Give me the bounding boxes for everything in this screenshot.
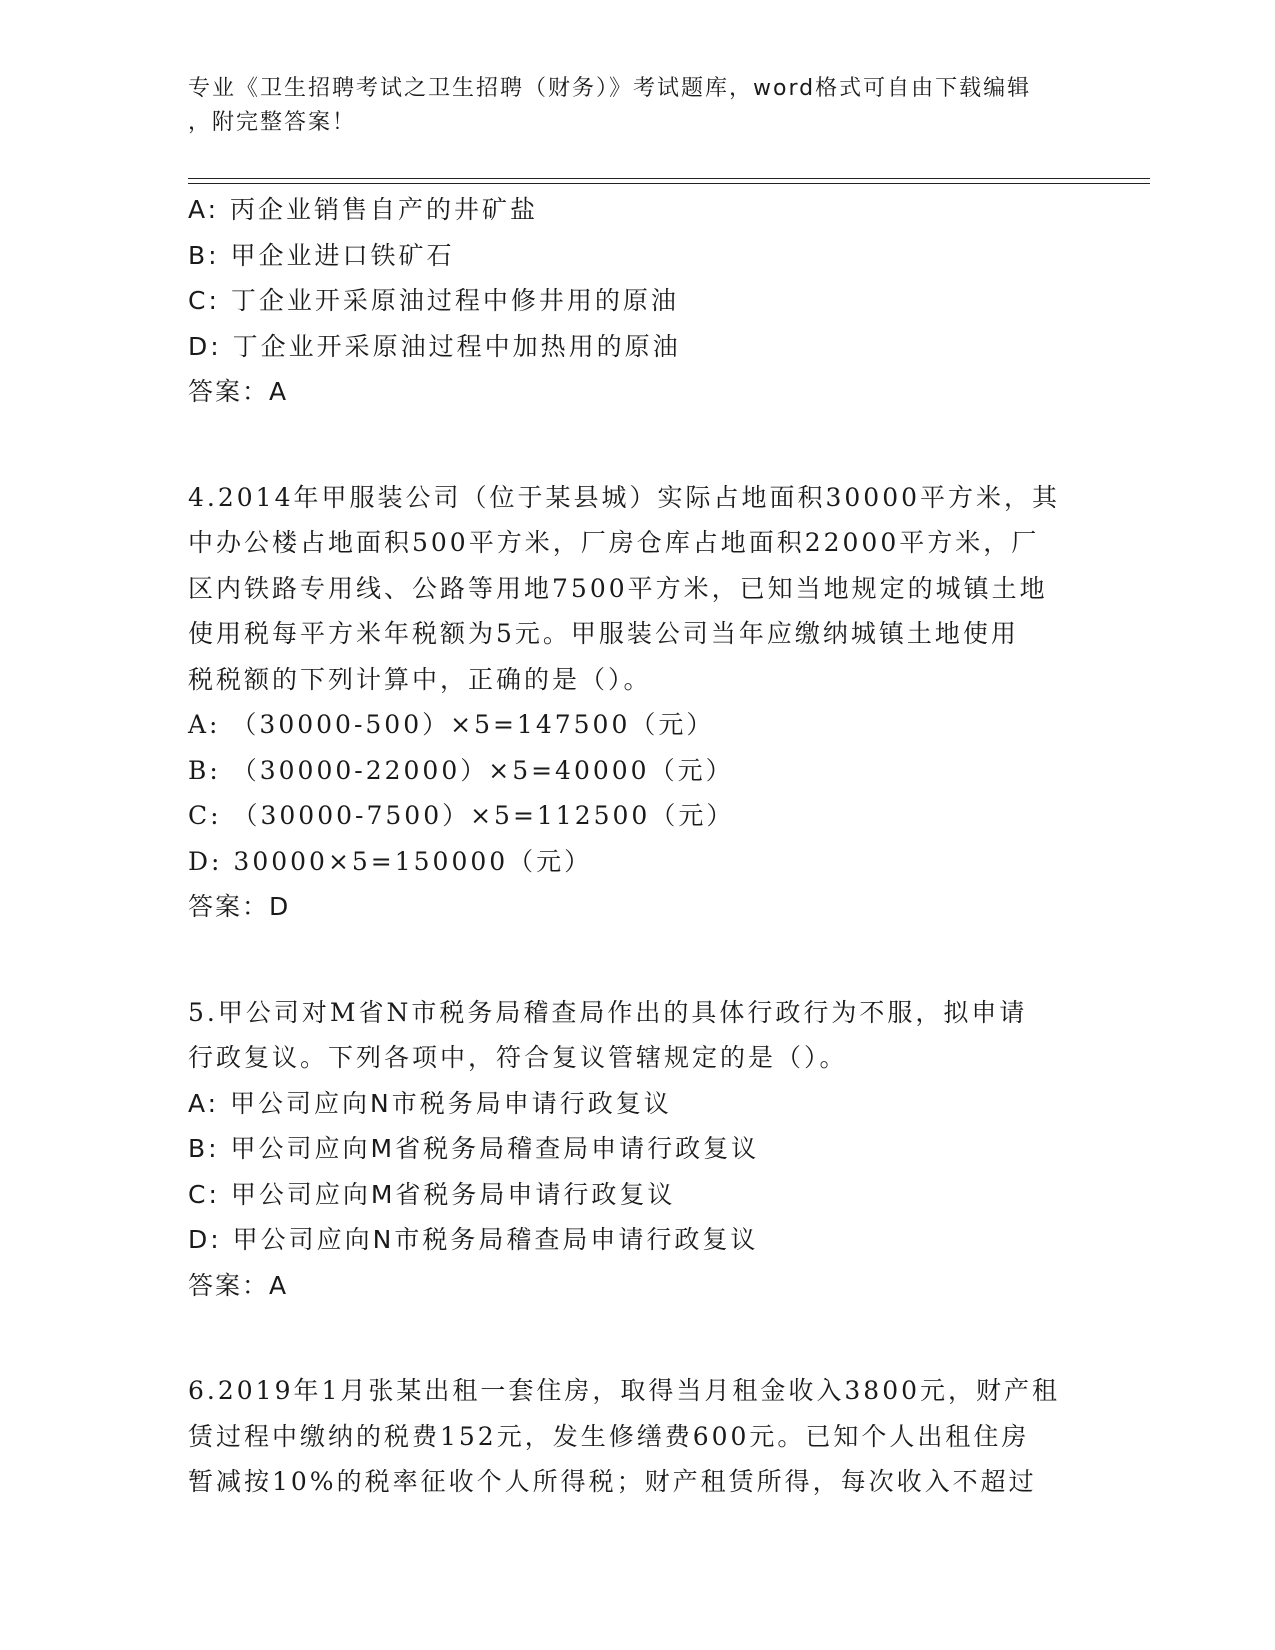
question-5 — [188, 990, 1088, 1309]
answer: 答案：A — [188, 377, 289, 406]
header-title-line-1: 专业《卫生招聘考试之卫生招聘（财务）》考试题库，word格式可自由下载编辑 — [188, 76, 1032, 101]
question-content — [188, 187, 1088, 1505]
option-c: C: 甲公司应向M省税务局申请行政复议 — [188, 1179, 676, 1209]
option-a: A: 丙企业销售自产的井矿盐 — [188, 195, 539, 224]
option-b: B: （30000-22000）×5=40000（元） — [188, 755, 734, 785]
answer: 答案：D — [188, 892, 291, 921]
spacer — [188, 930, 1088, 990]
option-c: C: （30000-7500）×5=112500（元） — [188, 801, 735, 830]
option-b: B: 甲公司应向M省税务局稽查局申请行政复议 — [188, 1134, 760, 1163]
question-text-line: 5.甲公司对M省N市税务局稽查局作出的具体行政行为不服，拟申请 — [188, 997, 1028, 1027]
question-text-line: 暂减按10%的税率征收个人所得税；财产租赁所得，每次收入不超过 — [188, 1467, 1037, 1496]
option-d: D: 甲公司应向N市税务局稽查局申请行政复议 — [188, 1225, 759, 1254]
question-4 — [188, 475, 1088, 930]
document-header — [188, 72, 1088, 140]
option-c: C: 丁企业开采原油过程中修井用的原油 — [188, 286, 679, 315]
option-a: A: （30000-500）×5=147500（元） — [188, 710, 715, 739]
option-d: D: 丁企业开采原油过程中加热用的原油 — [188, 331, 681, 361]
header-title-line-2: ，附完整答案！ — [188, 110, 357, 135]
question-text-line: 区内铁路专用线、公路等用地7500平方米，已知当地规定的城镇土地 — [188, 573, 1048, 603]
option-a: A: 甲公司应向N市税务局申请行政复议 — [188, 1088, 672, 1118]
question-text-line: 6.2019年1月张某出租一套住房，取得当月租金收入3800元，财产租 — [188, 1376, 1061, 1405]
question-text-line: 税税额的下列计算中，正确的是（）。 — [188, 664, 652, 694]
spacer — [188, 1308, 1088, 1368]
answer: 答案：A — [188, 1270, 289, 1300]
question-text-line: 赁过程中缴纳的税费152元，发生修缮费600元。已知个人出租住房 — [188, 1421, 1030, 1451]
spacer — [188, 415, 1088, 475]
question-text-line: 使用税每平方米年税额为5元。甲服装公司当年应缴纳城镇土地使用 — [188, 619, 1019, 648]
question-text-line: 行政复议。下列各项中，符合复议管辖规定的是（）。 — [188, 1043, 848, 1072]
header-divider-bottom — [188, 183, 1150, 184]
header-divider-top — [188, 178, 1150, 179]
option-d: D: 30000×5=150000（元） — [188, 846, 593, 876]
question-text-line: 中办公楼占地面积500平方米，厂房仓库占地面积22000平方米，厂 — [188, 528, 1040, 557]
question-6 — [188, 1368, 1088, 1505]
question-text-line: 4.2014年甲服装公司（位于某县城）实际占地面积30000平方米，其 — [188, 482, 1061, 512]
option-b: B: 甲企业进口铁矿石 — [188, 240, 455, 270]
question-3-options — [188, 187, 1088, 415]
